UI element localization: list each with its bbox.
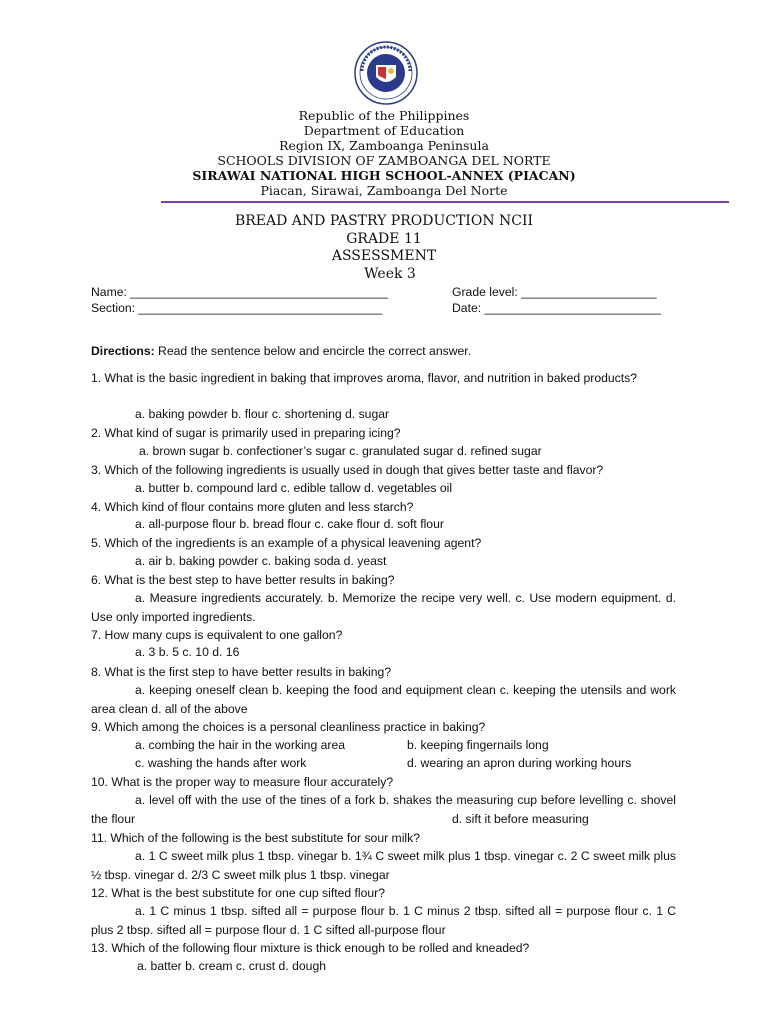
answers-3: a. butter b. compound lard c. edible tallow d. vegetables oil [135, 481, 453, 495]
answers-10: a. level off with the use of the tines of a fork b. shakes the measuring cup before levelling c. shovel the flour [91, 793, 676, 826]
answers-6: a. Measure ingredients accurately. b. Memorize the recipe very well. c. Use modern equipment. d. Use only imported ingredients. [91, 591, 676, 624]
week-title: Week 3 [364, 266, 416, 282]
answer-9a: a. combing the hair in the working area [135, 738, 346, 752]
directions-label: Directions: [91, 344, 155, 358]
name-field: Name: ______________________________________ [91, 285, 388, 299]
header-division: SCHOOLS DIVISION OF ZAMBOANGA DEL NORTE [217, 153, 551, 168]
question-8: 8. What is the first step to have better results in baking? [91, 665, 392, 679]
date-field: Date: __________________________ [452, 301, 661, 315]
question-9: 9. Which among the choices is a personal cleanliness practice in baking? [91, 720, 486, 734]
question-4: 4. Which kind of flour contains more gluten and less starch? [91, 500, 414, 514]
question-11: 11. Which of the following is the best substitute for sour milk? [91, 831, 420, 845]
header-divider [161, 201, 729, 203]
section-field: Section: ____________________________________ [91, 301, 383, 315]
question-2: 2. What kind of sugar is primarily used in preparing icing? [91, 426, 401, 440]
answers-7: a. 3 b. 5 c. 10 d. 16 [135, 645, 240, 659]
header-republic: Republic of the Philippines [298, 108, 470, 123]
directions-text: Read the sentence below and encircle the correct answer. [154, 344, 472, 358]
answers-12: a. 1 C minus 1 tbsp. sifted all = purpose flour b. 1 C minus 2 tbsp. sifted all = purpose flour c. 1 C plus 2 tbsp. sifted all = purpose flour d. 1 C sifted all-purpose flour [91, 904, 676, 937]
header-region: Region IX, Zamboanga Peninsula [279, 138, 489, 153]
deped-seal-logo [354, 41, 418, 105]
answer-10d: d. sift it before measuring [452, 812, 589, 826]
answers-8: a. keeping oneself clean b. keeping the food and equipment clean c. keeping the utensils and work area clean d. all of the above [91, 683, 676, 716]
answer-9b: b. keeping fingernails long [407, 738, 549, 752]
answer-9d: d. wearing an apron during working hours [407, 756, 632, 770]
question-7: 7. How many cups is equivalent to one gallon? [91, 628, 343, 642]
header-department: Department of Education [303, 123, 465, 138]
header-school: SIRAWAI NATIONAL HIGH SCHOOL-ANNEX (PIACAN) [192, 168, 576, 183]
answers-11: a. 1 C sweet milk plus 1 tbsp. vinegar b. 1¾ C sweet milk plus 1 tbsp. vinegar c. 2 C sweet milk plus ½ tbsp. vinegar d. 2/3 C sweet milk plus 1 tbsp. vinegar [91, 849, 676, 882]
header-address: Piacan, Sirawai, Zamboanga Del Norte [260, 183, 508, 198]
answers-2: a. brown sugar b. confectioner’s sugar c. granulated sugar d. refined sugar [139, 444, 542, 458]
question-3: 3. Which of the following ingredients is usually used in dough that gives better taste and flavor? [91, 463, 604, 477]
answer-9c: c. washing the hands after work [135, 756, 307, 770]
answers-4: a. all-purpose flour b. bread flour c. cake flour d. soft flour [135, 517, 444, 531]
question-5: 5. Which of the ingredients is an example of a physical leavening agent? [91, 536, 482, 550]
answers-5: a. air b. baking powder c. baking soda d. yeast [135, 554, 387, 568]
answers-13: a. batter b. cream c. crust d. dough [137, 959, 327, 973]
grade-title: GRADE 11 [346, 231, 422, 247]
question-10: 10. What is the proper way to measure flour accurately? [91, 775, 394, 789]
question-1: 1. What is the basic ingredient in baking that improves aroma, flavor, and nutrition in baked products? [91, 371, 638, 385]
question-12: 12. What is the best substitute for one cup sifted flour? [91, 886, 386, 900]
grade-level-field: Grade level: ____________________ [452, 285, 657, 299]
directions [91, 344, 471, 358]
question-13: 13. Which of the following flour mixture is thick enough to be rolled and kneaded? [91, 941, 530, 955]
question-6: 6. What is the best step to have better results in baking? [91, 573, 395, 587]
answers-1: a. baking powder b. flour c. shortening d. sugar [135, 407, 390, 421]
assessment-title: ASSESSMENT [331, 248, 437, 264]
subject-title: BREAD AND PASTRY PRODUCTION NCII [234, 213, 534, 229]
